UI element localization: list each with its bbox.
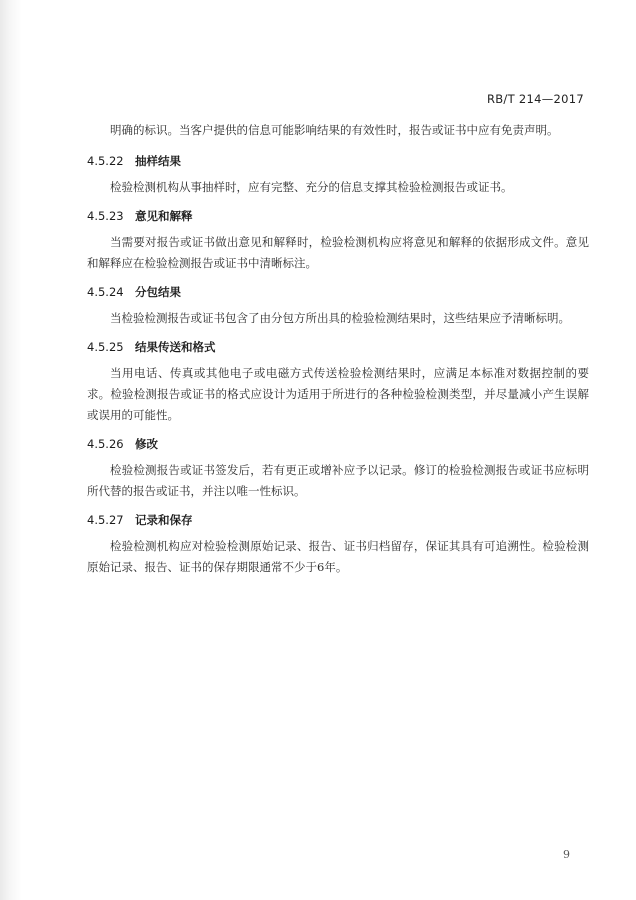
section-4-5-23 [87, 206, 589, 274]
page-content [87, 120, 589, 578]
section-number: 4.5.27 [87, 513, 124, 527]
section-heading [87, 337, 589, 357]
section-number: 4.5.22 [87, 154, 124, 168]
section-title: 分包结果 [135, 285, 181, 299]
section-4-5-24 [87, 282, 589, 329]
section-title: 修改 [135, 437, 158, 451]
section-heading [87, 151, 589, 171]
section-number: 4.5.24 [87, 285, 124, 299]
section-body: 检验检测机构从事抽样时，应有完整、充分的信息支撑其检验检测报告或证书。 [110, 180, 513, 194]
section-body: 检验检测报告或证书签发后，若有更正或增补应予以记录。修订的检验检测报告或证书应标明所代替的报告或证书，并注以唯一性标识。 [87, 463, 589, 498]
section-body: 当需要对报告或证书做出意见和解释时，检验检测机构应将意见和解释的依据形成文件。意见和解释应在检验检测报告或证书中清晰标注。 [87, 235, 589, 270]
section-number: 4.5.25 [87, 340, 124, 354]
section-4-5-26 [87, 434, 589, 502]
section-number: 4.5.26 [87, 437, 124, 451]
section-body: 检验检测机构应对检验检测原始记录、报告、证书归档留存，保证其具有可追溯性。检验检测原始记录、报告、证书的保存期限通常不少于6年。 [87, 539, 589, 574]
section-body: 当检验检测报告或证书包含了由分包方所出具的检验检测结果时，这些结果应予清晰标明。 [110, 311, 570, 325]
section-title: 意见和解释 [135, 209, 193, 223]
section-title: 抽样结果 [135, 154, 181, 168]
section-heading [87, 206, 589, 226]
section-body: 当用电话、传真或其他电子或电磁方式传送检验检测结果时，应满足本标准对数据控制的要求。检验检测报告或证书的格式应设计为适用于所进行的各种检验检测类型，并尽量减小产生误解或误用的可能性。 [87, 366, 589, 422]
section-title: 记录和保存 [135, 513, 193, 527]
section-number: 4.5.23 [87, 209, 124, 223]
section-title: 结果传送和格式 [135, 340, 216, 354]
section-4-5-22 [87, 151, 589, 198]
section-heading [87, 434, 589, 454]
section-heading [87, 510, 589, 530]
document-code: RB/T 214—2017 [486, 92, 584, 106]
section-4-5-27 [87, 510, 589, 578]
section-4-5-25 [87, 337, 589, 426]
page-number: 9 [563, 848, 570, 861]
section-heading [87, 282, 589, 302]
intro-paragraph: 明确的标识。当客户提供的信息可能影响结果的有效性时，报告或证书中应有免责声明。 [110, 123, 559, 137]
